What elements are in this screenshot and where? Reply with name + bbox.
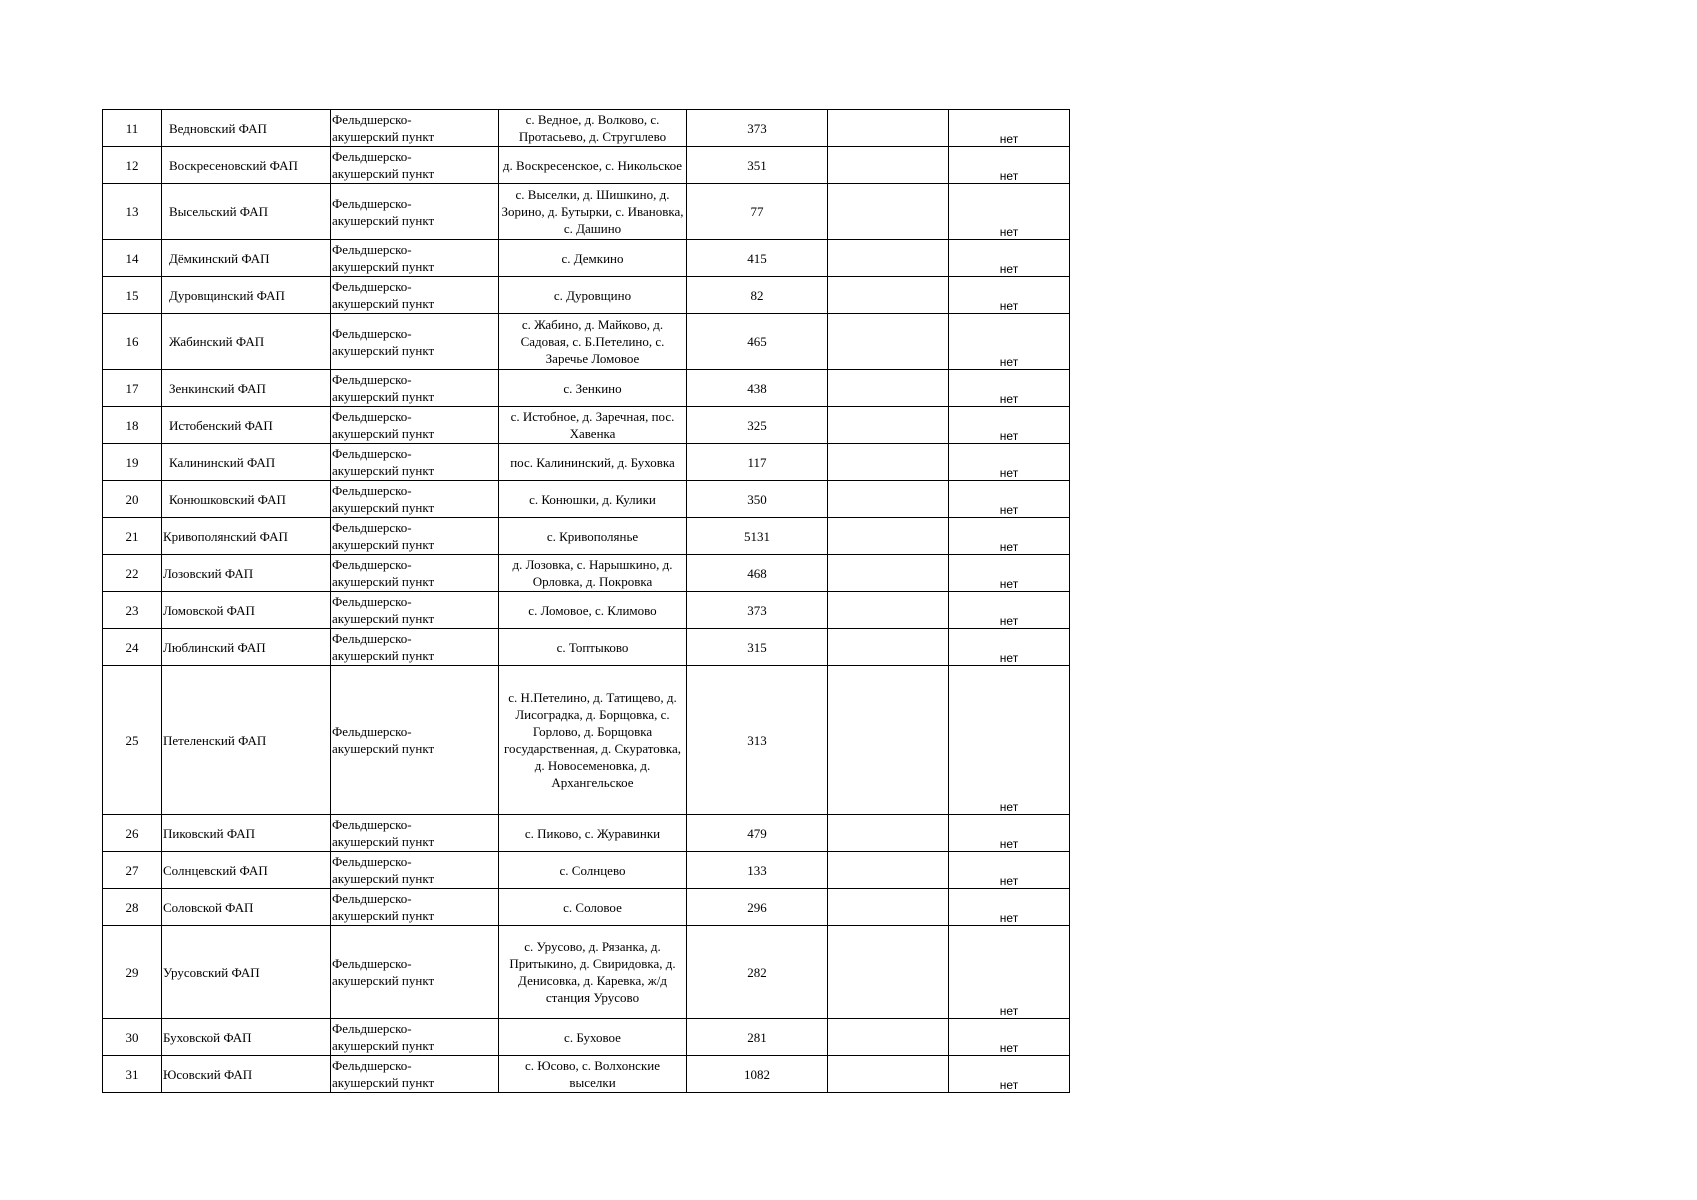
facility-type-line-1: Фельдшерско- [332, 409, 412, 424]
settlements-text: пос. Калининский, д. Буховка [510, 454, 675, 470]
note-cell: нет [949, 240, 1070, 277]
facility-name-cell [162, 852, 331, 889]
facility-name: Дуровщинский ФАП [169, 287, 285, 303]
settlements-cell [499, 852, 687, 889]
facility-type-line-1: Фельдшерско- [332, 446, 412, 461]
facility-type-line-2: акушерский пункт [332, 1038, 435, 1053]
facility-type-cell [331, 852, 499, 889]
settlements-cell [499, 240, 687, 277]
row-number: 26 [103, 815, 162, 852]
facility-type-line-2: акушерский пункт [332, 574, 435, 589]
facility-type-line-2: акушерский пункт [332, 259, 435, 274]
facility-type-cell [331, 370, 499, 407]
empty-cell [828, 852, 949, 889]
settlements-cell [499, 370, 687, 407]
facility-type-line-2: акушерский пункт [332, 973, 435, 988]
population-cell: 468 [687, 555, 828, 592]
facility-type-cell [331, 815, 499, 852]
population-cell: 325 [687, 407, 828, 444]
settlements-text: с. Урусово, д. Рязанка, д. Притыкино, д. Свиридовка, д. Денисовка, д. Каревка, ж/д станция Урусово [509, 939, 676, 1005]
facility-type-line-1: Фельдшерско- [332, 520, 412, 535]
empty-cell [828, 666, 949, 815]
facility-type-line-1: Фельдшерско- [332, 891, 412, 906]
facility-name-cell [162, 555, 331, 592]
facility-name-cell [162, 592, 331, 629]
note-cell: нет [949, 184, 1070, 240]
row-number: 11 [103, 110, 162, 147]
empty-cell [828, 184, 949, 240]
note-cell: нет [949, 1019, 1070, 1056]
note-cell: нет [949, 889, 1070, 926]
population-cell: 77 [687, 184, 828, 240]
facility-type-line-2: акушерский пункт [332, 537, 435, 552]
facility-name: Дёмкинский ФАП [169, 250, 270, 266]
note-cell: нет [949, 629, 1070, 666]
population-cell: 296 [687, 889, 828, 926]
settlements-text: с. Соловое [563, 899, 622, 915]
empty-cell [828, 407, 949, 444]
row-number: 16 [103, 314, 162, 370]
facility-type-line-1: Фельдшерско- [332, 817, 412, 832]
table-row [103, 629, 1070, 666]
settlements-cell [499, 1019, 687, 1056]
facility-name: Пиковский ФАП [163, 825, 256, 841]
facility-type-line-2: акушерский пункт [332, 166, 435, 181]
empty-cell [828, 592, 949, 629]
facility-name: Ведновский ФАП [169, 120, 267, 136]
settlements-cell [499, 555, 687, 592]
table-row [103, 666, 1070, 815]
facility-name-cell [162, 1019, 331, 1056]
facility-name-cell [162, 314, 331, 370]
note-cell: нет [949, 1056, 1070, 1093]
row-number: 29 [103, 926, 162, 1019]
facility-name-cell [162, 184, 331, 240]
population-cell: 351 [687, 147, 828, 184]
settlements-text: д. Лозовка, с. Нарышкино, д. Орловка, д. Покровка [512, 557, 673, 589]
settlements-text: д. Воскресенское, с. Никольское [502, 157, 683, 173]
note-cell: нет [949, 110, 1070, 147]
population-cell: 82 [687, 277, 828, 314]
facility-type-cell [331, 407, 499, 444]
facility-type-line-1: Фельдшерско- [332, 956, 412, 971]
facility-name: Кривополянский ФАП [163, 528, 288, 544]
facility-name-cell [162, 481, 331, 518]
settlements-cell [499, 184, 687, 240]
facility-type-line-2: акушерский пункт [332, 611, 435, 626]
facilities-table [102, 109, 1070, 1093]
facility-type-line-1: Фельдшерско- [332, 112, 412, 127]
table-row [103, 852, 1070, 889]
facility-type-line-1: Фельдшерско- [332, 1058, 412, 1073]
facility-type-cell [331, 110, 499, 147]
facility-type-cell [331, 555, 499, 592]
facility-type-line-1: Фельдшерско- [332, 372, 412, 387]
facility-type-line-1: Фельдшерско- [332, 724, 412, 739]
population-cell: 313 [687, 666, 828, 815]
settlements-text: с. Н.Петелино, д. Татищево, д. Лисоградка, д. Борщовка, с. Горлово, д. Борщовка государственная, д. Скуратовка, д. Новосеменовка, д. Архангельское [503, 690, 682, 790]
facility-name-cell [162, 629, 331, 666]
facility-type-line-2: акушерский пункт [332, 212, 435, 228]
settlements-cell [499, 481, 687, 518]
row-number: 23 [103, 592, 162, 629]
facility-type-line-1: Фельдшерско- [332, 631, 412, 646]
table-row [103, 277, 1070, 314]
facility-type-line-1: Фельдшерско- [332, 279, 412, 294]
facility-name-cell [162, 815, 331, 852]
row-number: 21 [103, 518, 162, 555]
table-row [103, 314, 1070, 370]
settlements-cell [499, 666, 687, 815]
note-cell: нет [949, 852, 1070, 889]
empty-cell [828, 147, 949, 184]
note-cell: нет [949, 407, 1070, 444]
facility-name: Воскресеновский ФАП [169, 157, 298, 173]
facility-type-line-2: акушерский пункт [332, 648, 435, 663]
facility-name: Петеленский ФАП [163, 732, 267, 748]
settlements-text: с. Конюшки, д. Кулики [529, 491, 656, 507]
population-cell: 415 [687, 240, 828, 277]
settlements-cell [499, 277, 687, 314]
row-number: 12 [103, 147, 162, 184]
table-row [103, 240, 1070, 277]
table-row [103, 110, 1070, 147]
facility-name: Ломовской ФАП [163, 602, 255, 618]
facility-type-cell [331, 444, 499, 481]
facility-type-line-1: Фельдшерско- [332, 594, 412, 609]
empty-cell [828, 314, 949, 370]
empty-cell [828, 370, 949, 407]
facility-name: Конюшковский ФАП [169, 491, 286, 507]
population-cell: 282 [687, 926, 828, 1019]
settlements-cell [499, 110, 687, 147]
population-cell: 373 [687, 592, 828, 629]
facility-type-line-2: акушерский пункт [332, 871, 435, 886]
empty-cell [828, 1019, 949, 1056]
facility-name-cell [162, 1056, 331, 1093]
settlements-text: с. Выселки, д. Шишкино, д. Зорино, д. Бутырки, с. Ивановка, с. Дашино [501, 187, 684, 236]
facility-type-line-2: акушерский пункт [332, 463, 435, 478]
row-number: 31 [103, 1056, 162, 1093]
table-row [103, 889, 1070, 926]
settlements-cell [499, 889, 687, 926]
table-row [103, 555, 1070, 592]
facility-name-cell [162, 240, 331, 277]
facility-type-line-2: акушерский пункт [332, 741, 435, 756]
facility-type-line-1: Фельдшерско- [332, 854, 412, 869]
settlements-text: с. Кривополянье [546, 528, 639, 544]
facility-name-cell [162, 110, 331, 147]
empty-cell [828, 815, 949, 852]
empty-cell [828, 926, 949, 1019]
population-cell: 5131 [687, 518, 828, 555]
facility-type-cell [331, 889, 499, 926]
settlements-cell [499, 629, 687, 666]
facility-type-cell [331, 629, 499, 666]
settlements-text: с. Жабино, д. Майково, д. Садовая, с. Б.Петелино, с. Заречье Ломовое [520, 317, 665, 366]
note-cell: нет [949, 592, 1070, 629]
settlements-text: с. Зенкино [563, 380, 622, 396]
facility-type-cell [331, 926, 499, 1019]
facility-name-cell [162, 666, 331, 815]
facility-type-cell [331, 666, 499, 815]
settlements-cell [499, 592, 687, 629]
empty-cell [828, 1056, 949, 1093]
settlements-text: с. Пиково, с. Журавинки [524, 825, 661, 841]
row-number: 20 [103, 481, 162, 518]
facility-type-line-2: акушерский пункт [332, 500, 435, 515]
empty-cell [828, 889, 949, 926]
population-cell: 1082 [687, 1056, 828, 1093]
table-row [103, 518, 1070, 555]
facility-name: Солнцевский ФАП [163, 862, 268, 878]
population-cell: 373 [687, 110, 828, 147]
facility-type-line-2: акушерский пункт [332, 1075, 435, 1090]
settlements-cell [499, 147, 687, 184]
facility-name: Высельский ФАП [169, 204, 268, 219]
facility-name-cell [162, 277, 331, 314]
facility-name-cell [162, 444, 331, 481]
facility-name-cell [162, 147, 331, 184]
facility-type-line-1: Фельдшерско- [332, 483, 412, 498]
facility-type-line-1: Фельдшерско- [332, 325, 412, 341]
row-number: 27 [103, 852, 162, 889]
population-cell: 438 [687, 370, 828, 407]
settlements-text: с. Дуровщино [553, 287, 632, 303]
table-row [103, 1056, 1070, 1093]
empty-cell [828, 444, 949, 481]
row-number: 14 [103, 240, 162, 277]
facility-type-cell [331, 184, 499, 240]
facility-name: Юсовский ФАП [163, 1066, 253, 1082]
facility-name: Соловской ФАП [163, 899, 254, 915]
facility-type-line-1: Фельдшерско- [332, 149, 412, 164]
facility-type-line-1: Фельдшерско- [332, 242, 412, 257]
table-row [103, 370, 1070, 407]
table-row [103, 481, 1070, 518]
note-cell: нет [949, 815, 1070, 852]
facility-type-cell [331, 1056, 499, 1093]
facility-name-cell [162, 518, 331, 555]
facility-type-line-1: Фельдшерско- [332, 557, 412, 572]
table-body [103, 110, 1070, 1093]
settlements-cell [499, 407, 687, 444]
table-row [103, 147, 1070, 184]
settlements-text: с. Демкино [561, 250, 624, 266]
empty-cell [828, 110, 949, 147]
settlements-text: с. Истобное, д. Заречная, пос. Хавенка [510, 409, 675, 441]
facility-name: Жабинский ФАП [169, 334, 265, 349]
row-number: 15 [103, 277, 162, 314]
facility-type-line-2: акушерский пункт [332, 389, 435, 404]
row-number: 28 [103, 889, 162, 926]
facility-type-line-1: Фельдшерско- [332, 195, 412, 211]
facility-name: Истобенский ФАП [169, 417, 273, 433]
note-cell: нет [949, 370, 1070, 407]
facility-type-cell [331, 147, 499, 184]
facility-type-cell [331, 314, 499, 370]
population-cell: 350 [687, 481, 828, 518]
population-cell: 281 [687, 1019, 828, 1056]
facility-type-cell [331, 592, 499, 629]
facility-type-line-2: акушерский пункт [332, 426, 435, 441]
settlements-text: с. Ведное, д. Волково, с. Протасьево, д. Стругuлево [518, 112, 667, 144]
facility-name: Зенкинский ФАП [169, 380, 266, 396]
empty-cell [828, 277, 949, 314]
facility-type-line-2: акушерский пункт [332, 342, 435, 358]
table-row [103, 444, 1070, 481]
table-row [103, 184, 1070, 240]
row-number: 30 [103, 1019, 162, 1056]
facility-name: Калининский ФАП [169, 454, 276, 470]
row-number: 24 [103, 629, 162, 666]
row-number: 17 [103, 370, 162, 407]
note-cell: нет [949, 314, 1070, 370]
note-cell: нет [949, 277, 1070, 314]
settlements-cell [499, 444, 687, 481]
note-cell: нет [949, 147, 1070, 184]
note-cell: нет [949, 444, 1070, 481]
table-row [103, 815, 1070, 852]
facility-name-cell [162, 370, 331, 407]
row-number: 19 [103, 444, 162, 481]
settlements-cell [499, 314, 687, 370]
settlements-cell [499, 815, 687, 852]
population-cell: 117 [687, 444, 828, 481]
table-row [103, 926, 1070, 1019]
population-cell: 133 [687, 852, 828, 889]
population-cell: 315 [687, 629, 828, 666]
table-row [103, 1019, 1070, 1056]
table-row [103, 592, 1070, 629]
facility-name-cell [162, 889, 331, 926]
row-number: 25 [103, 666, 162, 815]
settlements-text: с. Топтыково [556, 639, 629, 655]
facility-type-line-2: акушерский пункт [332, 908, 435, 923]
empty-cell [828, 240, 949, 277]
note-cell: нет [949, 926, 1070, 1019]
row-number: 18 [103, 407, 162, 444]
settlements-cell [499, 1056, 687, 1093]
settlements-cell [499, 518, 687, 555]
settlements-text: с. Ломовое, с. Климово [528, 602, 657, 618]
table-row [103, 407, 1070, 444]
row-number: 13 [103, 184, 162, 240]
facility-type-cell [331, 1019, 499, 1056]
facility-type-line-2: акушерский пункт [332, 296, 435, 311]
facility-name-cell [162, 926, 331, 1019]
empty-cell [828, 555, 949, 592]
settlements-text: с. Солнцево [559, 862, 626, 878]
population-cell: 465 [687, 314, 828, 370]
facility-type-line-2: акушерский пункт [332, 834, 435, 849]
settlements-text: с. Буховое [564, 1029, 621, 1045]
empty-cell [828, 481, 949, 518]
settlements-text: с. Юсово, с. Волхонские выселки [525, 1058, 660, 1090]
empty-cell [828, 518, 949, 555]
facility-type-cell [331, 240, 499, 277]
empty-cell [828, 629, 949, 666]
population-cell: 479 [687, 815, 828, 852]
note-cell: нет [949, 481, 1070, 518]
facility-type-cell [331, 518, 499, 555]
row-number: 22 [103, 555, 162, 592]
facility-type-line-2: акушерский пункт [332, 129, 435, 144]
settlements-cell [499, 926, 687, 1019]
facility-type-cell [331, 481, 499, 518]
note-cell: нет [949, 555, 1070, 592]
facility-name: Буховской ФАП [163, 1029, 252, 1045]
note-cell: нет [949, 666, 1070, 815]
facility-type-cell [331, 277, 499, 314]
note-cell: нет [949, 518, 1070, 555]
facility-name-cell [162, 407, 331, 444]
facility-name: Урусовский ФАП [163, 964, 260, 980]
facility-name: Лозовский ФАП [163, 565, 254, 581]
facility-type-line-1: Фельдшерско- [332, 1021, 412, 1036]
facility-name: Люблинский ФАП [163, 639, 266, 655]
